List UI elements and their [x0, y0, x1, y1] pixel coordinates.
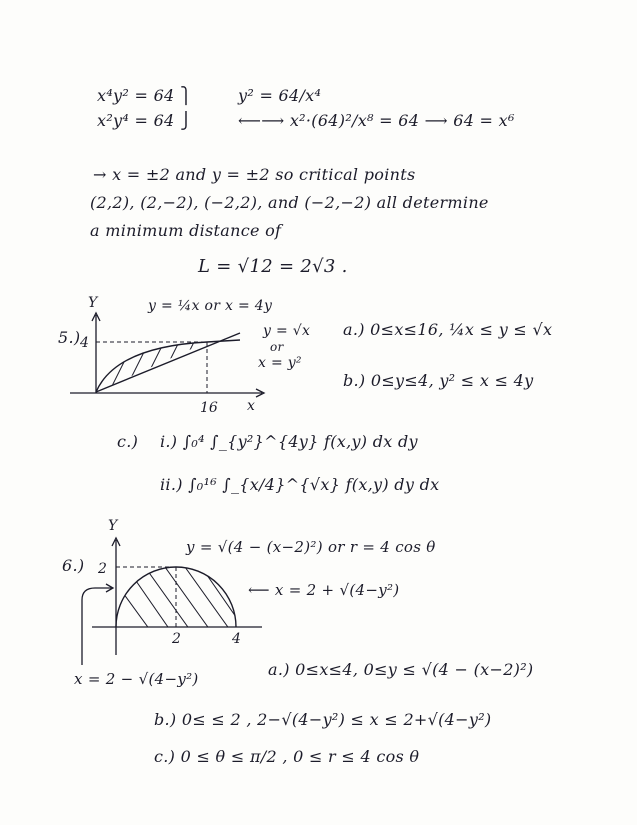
problem6-part-a: a.) 0≤x≤4, 0≤y ≤ √(4 − (x−2)²) — [268, 660, 534, 679]
problem5-part-c: c.) — [117, 432, 139, 451]
substitute-line: ⟵⟶ x²·(64)²/x⁸ = 64 ⟶ 64 = x⁶ — [238, 111, 515, 130]
p5-axis-x-label: x — [247, 398, 255, 414]
system-eq1: x⁴y² = 64 ⎫ — [97, 86, 193, 105]
problem5-number: 5.) — [58, 328, 81, 347]
problem5-curve-label1: y = √x — [263, 323, 311, 339]
problem6-part-c: c.) 0 ≤ θ ≤ π/2 , 0 ≤ r ≤ 4 cos θ — [154, 747, 420, 766]
problem5-part-b: b.) 0≤y≤4, y² ≤ x ≤ 4y — [343, 371, 534, 390]
conclusion-line1: → x = ±2 and y = ±2 so critical points — [93, 165, 416, 184]
problem6-right-curve: ⟵ x = 2 + √(4−y²) — [248, 581, 400, 599]
problem6-number: 6.) — [62, 556, 85, 575]
p6-tick-x2: 4 — [232, 631, 241, 647]
p6-tick-x1: 2 — [172, 631, 181, 647]
problem5-curve-label2: or — [270, 340, 284, 354]
problem6-title: y = √(4 − (x−2)²) or r = 4 cos θ — [186, 538, 436, 556]
conclusion-line2: (2,2), (2,−2), (−2,2), and (−2,−2) all determine — [90, 193, 489, 212]
p5-axis-y-label: Y — [88, 295, 98, 311]
p5-tick-y: 4 — [80, 335, 89, 351]
solve-y: y² = 64/x⁴ — [238, 86, 322, 105]
min-distance-result: L = √12 = 2√3 . — [198, 256, 348, 277]
problem6-left-curve: x = 2 − √(4−y²) — [74, 670, 199, 688]
problem5-curve-label3: x = y² — [258, 355, 302, 371]
problem5-title: y = ¼x or x = 4y — [148, 298, 273, 314]
conclusion-line3: a minimum distance of — [90, 221, 282, 240]
p6-tick-y: 2 — [98, 561, 107, 577]
p5-tick-x: 16 — [200, 400, 218, 416]
problem5-part-cii: ii.) ∫₀¹⁶ ∫_{x/4}^{√x} f(x,y) dy dx — [160, 475, 440, 494]
problem5-part-a: a.) 0≤x≤16, ¼x ≤ y ≤ √x — [343, 320, 553, 339]
problem6-part-b: b.) 0≤ ≤ 2 , 2−√(4−y²) ≤ x ≤ 2+√(4−y²) — [154, 710, 492, 729]
p6-axis-y-label: Y — [108, 518, 118, 534]
system-eq2: x²y⁴ = 64 ⎭ — [97, 111, 193, 130]
problem5-part-ci: i.) ∫₀⁴ ∫_{y²}^{4y} f(x,y) dx dy — [160, 432, 418, 451]
